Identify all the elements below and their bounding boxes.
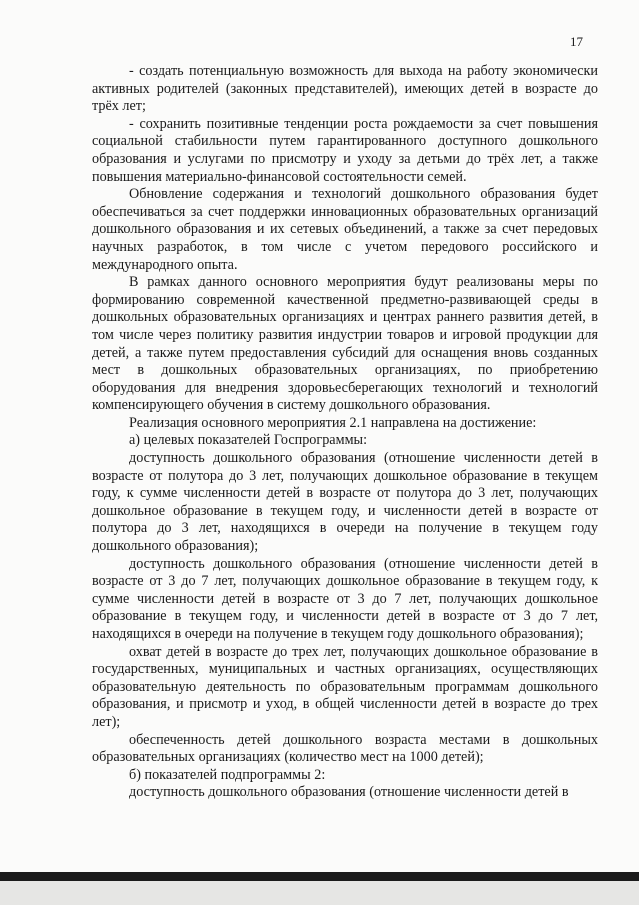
page-number: 17 [570,34,583,49]
paragraph-indicator-coverage: охват детей в возрасте до трех лет, получающих дошкольное образование в государственных, муниципальных и частных организациях, осуществляющих образовательную деятельность по образовательным программам дошкольного образования, и присмотр и уход, в общей численности детей в возрасте до трех лет); [92,643,598,730]
paragraph-heading-subprogram: б) показателей подпрограммы 2: [129,766,326,783]
scan-bottom-edge [0,872,639,881]
paragraph-indicator-places: обеспеченность детей дошкольного возраста местами в дошкольных образовательных организациях (количество мест на 1000 детей); [92,731,598,766]
paragraph-content-update: Обновление содержания и технологий дошкольного образования будет обеспечиваться за счет поддержки инновационных образовательных организаций дошкольного образования и их сетевых объединений, а также за счет передовых научных разработок, в том числе с учетом передового российского и международного опыта. [92,186,598,273]
scan-bottom-shade [0,881,639,905]
paragraph-goal-birthrate: - сохранить позитивные тенденции роста рождаемости за счет повышения социальной стабильности путем гарантированного доступного дошкольного образования и услугами по присмотру и уходу за детьми до трёх лет, а также повышения материально-финансовой состоятельности семей. [92,115,598,185]
paragraph-indicator-age-3-7: доступность дошкольного образования (отношение численности детей в возрасте от 3 до 7 лет, получающих дошкольное образование в текущем году, к сумме численности детей в возрасте от 3 до 7 лет, получающих дошкольное образование в текущем году, и численности детей в возрасте от 3 до 7 лет, находящихся в очереди на получение в текущем году дошкольного образования); [92,555,598,642]
document-body [92,63,598,802]
paragraph-heading-state-program: а) целевых показателей Госпрограммы: [129,432,368,449]
paragraph-goal-employment: - создать потенциальную возможность для выхода на работу экономически активных родителей (законных представителей), имеющих детей в возрасте до трёх лет; [92,63,598,115]
paragraph-implementation: Реализация основного мероприятия 2.1 направлена на достижение: [129,414,537,431]
paragraph-measures: В рамках данного основного мероприятия будут реализованы меры по формированию современной качественной предметно-развивающей среды в дошкольных образовательных организациях и центрах раннего развития детей, в том числе через политику развития индустрии товаров и игровой продукции для детей, а также путем предоставления субсидий для оснащения вновь созданных мест в дошкольных образовательных организациях, по приобретению оборудования для внедрения здоровьесберегающих технологий и технологий компенсирующего обучения в систему дошкольного образования. [92,274,598,414]
paragraph-indicator-continued: доступность дошкольного образования (отношение численности детей в [129,784,569,801]
paragraph-indicator-age-1-5-3: доступность дошкольного образования (отношение численности детей в возрасте от полутора до 3 лет, получающих дошкольное образование в текущем году, к сумме численности детей в возрасте от полутора до 3 лет, получающих дошкольное образование в текущем году, и численности детей в возрасте от полутора до 3 лет, находящихся в очереди на получение в текущем году дошкольного образования); [92,450,598,555]
